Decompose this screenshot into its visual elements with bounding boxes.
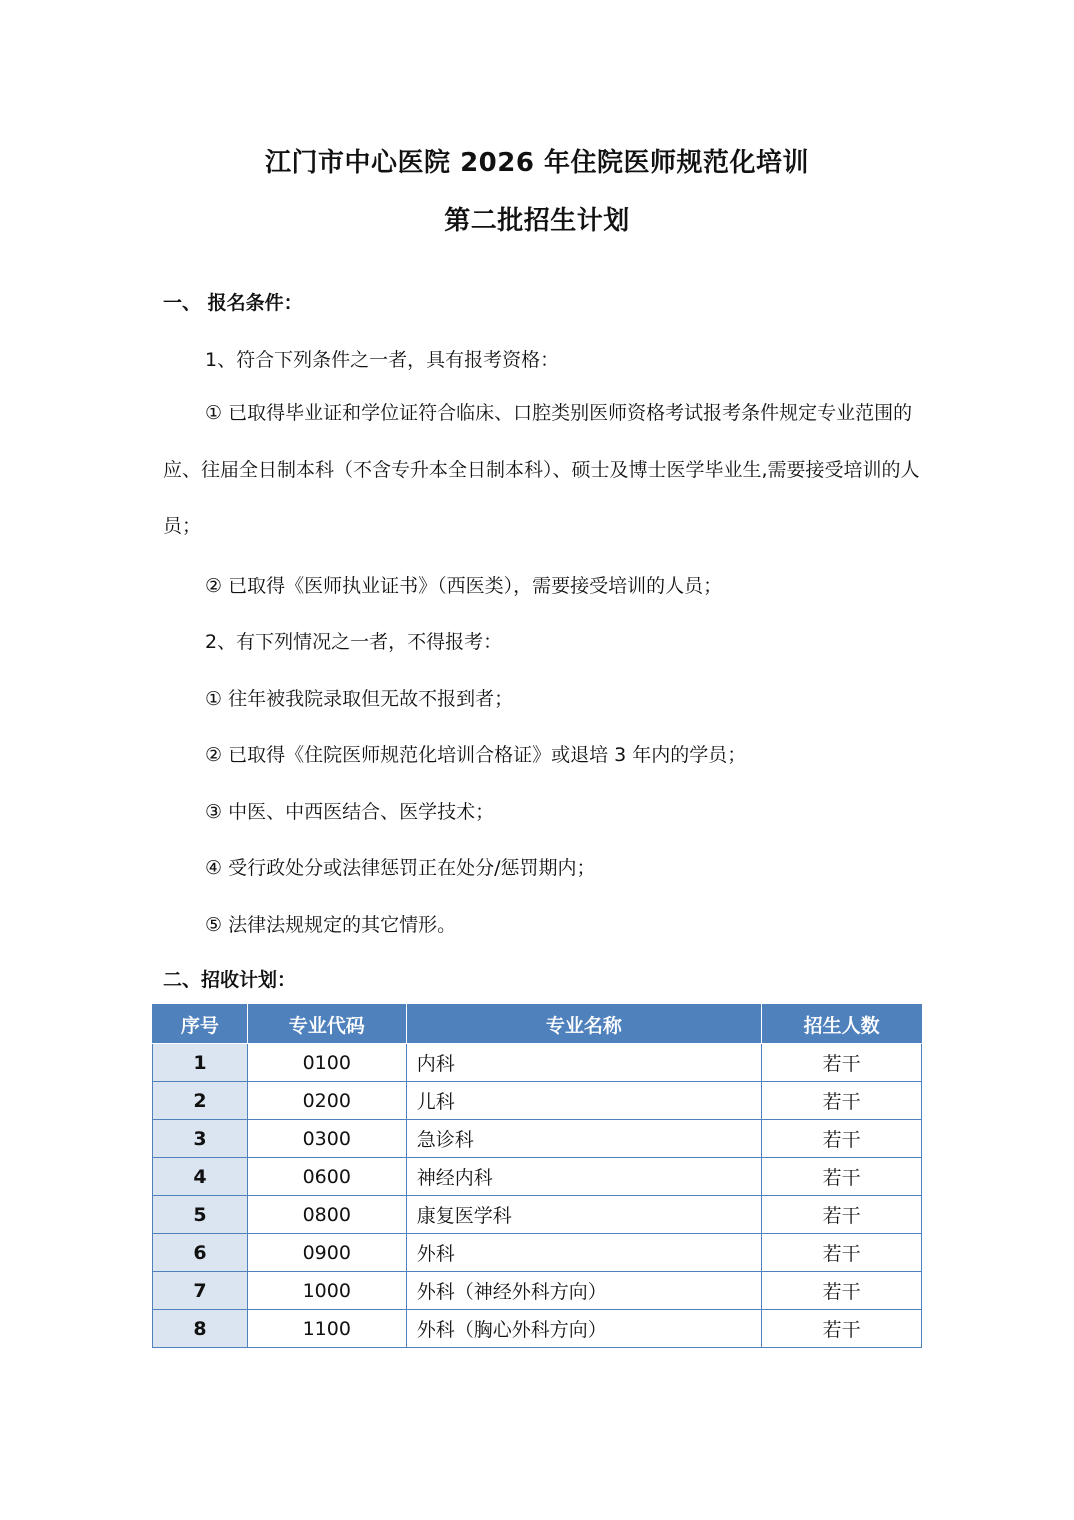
cell-count: 若干 [762, 1044, 922, 1082]
cell-name: 内科 [406, 1044, 762, 1082]
document-title-line2: 第二批招生计划 [444, 206, 630, 236]
header-no: 序号 [153, 1005, 248, 1044]
cell-code: 0800 [247, 1196, 406, 1234]
table-row [153, 1234, 922, 1272]
cell-name: 康复医学科 [406, 1196, 762, 1234]
cell-name: 儿科 [406, 1082, 762, 1120]
enrollment-plan-table [152, 1004, 922, 1348]
cell-count: 若干 [762, 1272, 922, 1310]
table-row [153, 1310, 922, 1348]
cond2-item: ③ 中医、中西医结合、医学技术； [205, 801, 495, 823]
cell-no: 2 [153, 1082, 248, 1120]
cond2-item: ② 已取得《住院医师规范化培训合格证》或退培 3 年内的学员； [205, 744, 747, 766]
cell-no: 6 [153, 1234, 248, 1272]
cell-name: 神经内科 [406, 1158, 762, 1196]
section1-heading: 一、 报名条件： [163, 292, 303, 314]
table-row [153, 1044, 922, 1082]
cell-name: 外科（神经外科方向） [406, 1272, 762, 1310]
table-row [153, 1120, 922, 1158]
table-row [153, 1272, 922, 1310]
cell-name: 急诊科 [406, 1120, 762, 1158]
cell-count: 若干 [762, 1234, 922, 1272]
cond2-item: ④ 受行政处分或法律惩罚正在处分/惩罚期内； [205, 857, 596, 879]
cond1-item1: ① 已取得毕业证和学位证符合临床、口腔类别医师资格考试报考条件规定专业范围的应、往届全日制本科（不含专升本全日制本科）、硕士及博士医学毕业生,需要接受培训的人员； [163, 402, 920, 537]
cell-no: 4 [153, 1158, 248, 1196]
cond2-item: ① 往年被我院录取但无故不报到者； [205, 688, 514, 710]
cell-no: 1 [153, 1044, 248, 1082]
cell-code: 0200 [247, 1082, 406, 1120]
cell-code: 1100 [247, 1310, 406, 1348]
table-row [153, 1082, 922, 1120]
header-name: 专业名称 [406, 1005, 762, 1044]
document-title-line1: 江门市中心医院 2026 年住院医师规范化培训 [265, 148, 809, 178]
cell-count: 若干 [762, 1120, 922, 1158]
cond1-item2: ② 已取得《医师执业证书》（西医类），需要接受培训的人员； [205, 575, 723, 597]
cell-no: 5 [153, 1196, 248, 1234]
cell-no: 7 [153, 1272, 248, 1310]
cell-code: 1000 [247, 1272, 406, 1310]
cell-name: 外科（胸心外科方向） [406, 1310, 762, 1348]
table-row [153, 1196, 922, 1234]
cond2-intro: 2、有下列情况之一者，不得报考： [205, 631, 503, 653]
cell-code: 0300 [247, 1120, 406, 1158]
cond2-item: ⑤ 法律法规规定的其它情形。 [205, 914, 457, 936]
header-count: 招生人数 [762, 1005, 922, 1044]
cell-name: 外科 [406, 1234, 762, 1272]
cell-count: 若干 [762, 1082, 922, 1120]
cell-count: 若干 [762, 1196, 922, 1234]
cell-count: 若干 [762, 1158, 922, 1196]
cell-code: 0100 [247, 1044, 406, 1082]
section2-heading: 二、招收计划： [163, 969, 297, 991]
cell-no: 8 [153, 1310, 248, 1348]
cell-count: 若干 [762, 1310, 922, 1348]
cond1-intro: 1、符合下列条件之一者，具有报考资格： [205, 349, 560, 371]
header-code: 专业代码 [247, 1005, 406, 1044]
cell-code: 0900 [247, 1234, 406, 1272]
table-row [153, 1158, 922, 1196]
cell-no: 3 [153, 1120, 248, 1158]
table-header-row [153, 1005, 922, 1044]
cell-code: 0600 [247, 1158, 406, 1196]
